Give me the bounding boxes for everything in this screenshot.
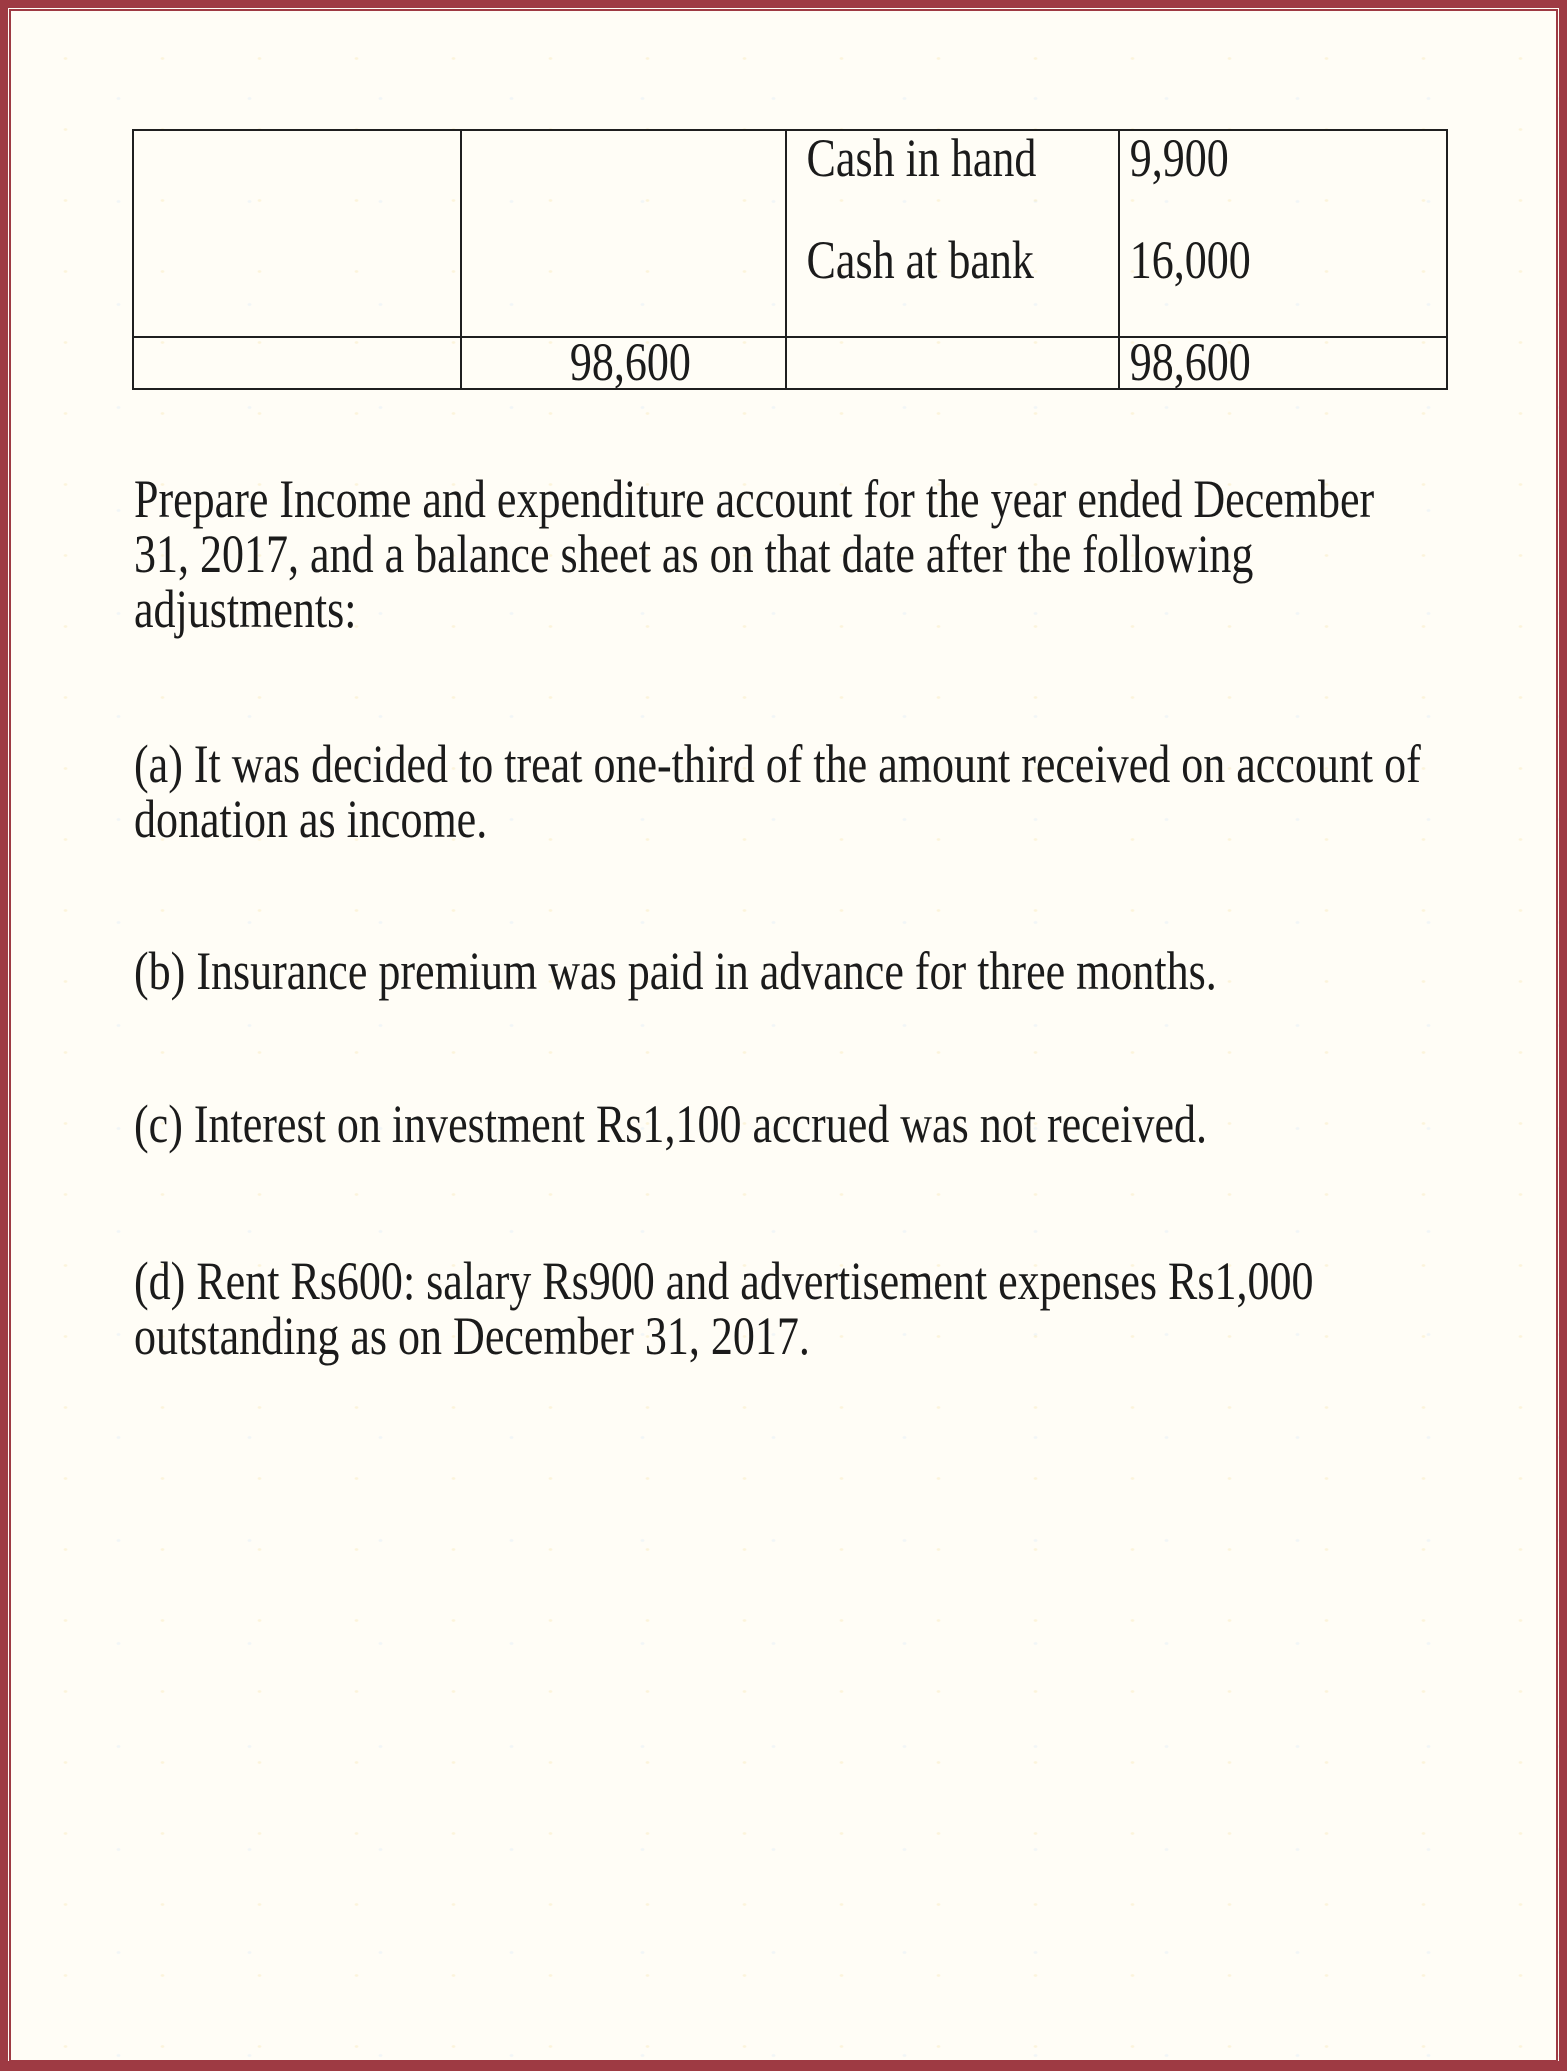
table-cell-total-right — [1119, 332, 1447, 392]
table-cell-total-left — [461, 332, 786, 392]
text-line: (c) Interest on investment Rs1,100 accrued was not received. — [134, 1094, 1207, 1154]
table-cell-blank — [133, 337, 461, 389]
text-line: (d) Rent Rs600: salary Rs900 and advertisement expenses Rs1,000 — [134, 1251, 1314, 1311]
accounts-table — [132, 129, 1448, 390]
paragraph-adjustment-c — [134, 1094, 1520, 1154]
total-amount: 98,600 — [569, 332, 691, 392]
text-line: 31, 2017, and a balance sheet as on that date after the following — [134, 524, 1254, 584]
total-amount: 98,600 — [1129, 332, 1251, 392]
paragraph-intro — [134, 469, 1520, 639]
table-cell-asset-labels — [786, 130, 1119, 337]
paragraph-adjustment-d — [134, 1251, 1520, 1366]
text-line: outstanding as on December 31, 2017. — [134, 1306, 810, 1366]
text-line: donation as income. — [134, 789, 488, 849]
text-line: (a) It was decided to treat one-third of the amount received on account of — [134, 734, 1421, 794]
paragraph-adjustment-b — [134, 941, 1520, 1001]
text-line: Prepare Income and expenditure account for the year ended December — [134, 469, 1375, 529]
table-cell-blank — [461, 130, 786, 337]
table-cell-asset-amounts — [1119, 130, 1447, 337]
asset-label: Cash at bank — [806, 230, 1034, 290]
table-cell-blank — [133, 130, 461, 337]
text-line: (b) Insurance premium was paid in advance for three months. — [134, 941, 1217, 1001]
table-cell-blank — [786, 337, 1119, 389]
asset-amount: 16,000 — [1129, 230, 1251, 290]
asset-label: Cash in hand — [806, 128, 1037, 188]
asset-amount: 9,900 — [1129, 128, 1229, 188]
table-row-totals — [133, 337, 1447, 389]
table-row-details — [133, 130, 1447, 337]
paragraph-adjustment-a — [134, 734, 1520, 849]
text-line: adjustments: — [134, 579, 357, 639]
